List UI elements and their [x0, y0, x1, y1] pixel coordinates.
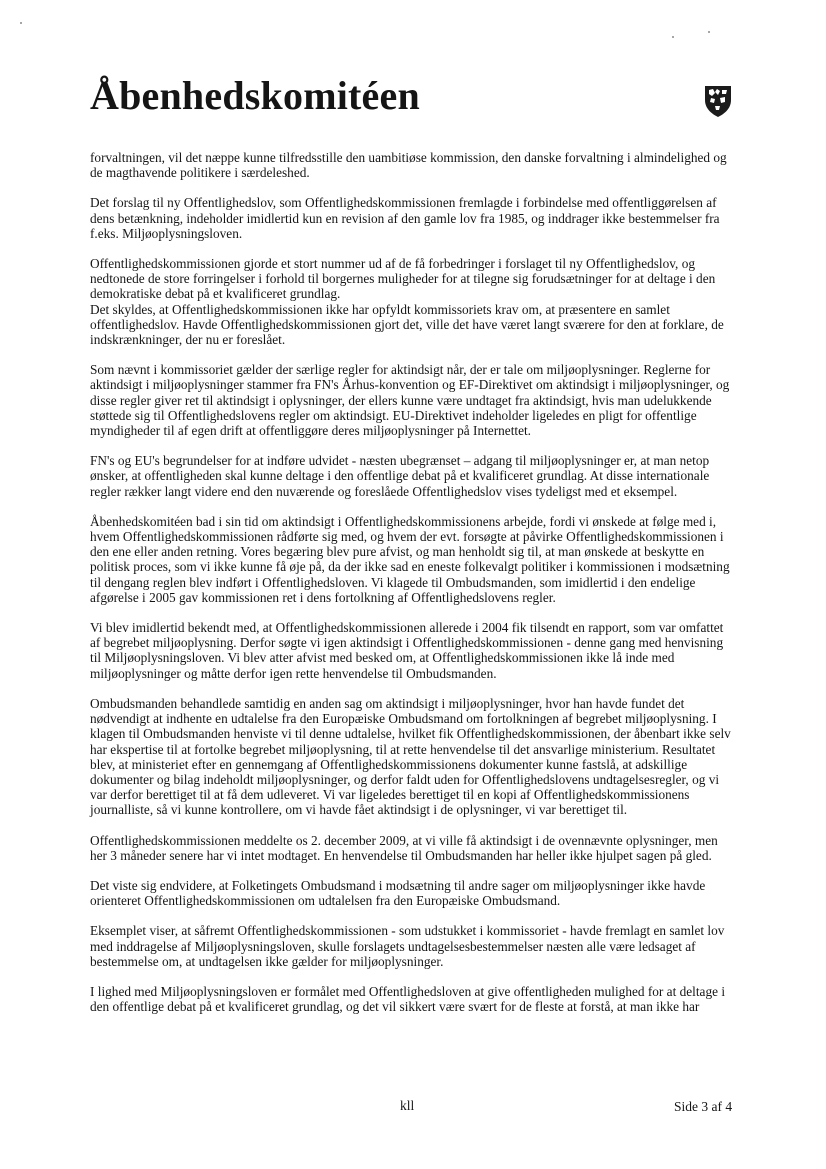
text-line: aktindsigt i miljøoplysninger stammer fra FN's Århus-konvention og EF-Direktivet om aktindsigt i miljøoplysninger, og	[90, 377, 730, 393]
text-line: nødvendigt at indhente en udtalelse fra den Europæiske Ombudsmand om fortolkningen af begrebet miljøoplysning. I	[90, 711, 717, 727]
document-body	[90, 150, 750, 1029]
text-line: indskrænkninger, der nu er foreslået.	[90, 332, 286, 348]
paragraph	[90, 256, 750, 347]
text-line: miljøoplysninger og måtte derfor igen rette henvendelse til Ombudsmanden.	[90, 665, 497, 681]
text-line: Offentlighedskommissionen meddelte os 2. december 2009, at vi ville få aktindsigt i de ovennævnte oplysninger, men	[90, 832, 718, 848]
paragraph	[90, 514, 750, 605]
text-line: med inddragelse af Miljøoplysningsloven, skulle forslagets undtagelsesbestemmelser næsten alle være ledsaget af	[90, 938, 696, 954]
page-title: Åbenhedskomitéen	[90, 73, 420, 118]
text-line: forvaltningen, vil det næppe kunne tilfredsstille den uambitiøse kommission, den danske forvaltning i almindelighed og	[90, 150, 727, 165]
text-line: politisk proces, som vi ikke kunne få øje på, da der ikke sad en eneste folkevalgt politiker i kommissionen i modsætning	[90, 559, 730, 575]
text-line: Det skyldes, at Offentlighedskommissionen ikke har opfyldt kommissoriets krav om, at præsentere en samlet	[90, 301, 670, 317]
text-line: Ombudsmanden behandlede samtidig en anden sag om aktindsigt i miljøoplysninger, hvor han havde fundet det	[90, 695, 685, 711]
text-line: Offentlighedskommissionen gjorde et stort nummer ud af de få forbedringer i forslaget til ny Offentlighedslov, og	[90, 256, 695, 272]
text-line: til Miljøoplysningsloven. Vi blev atter afvist med besked om, at Offentlighedskommissionen ikke lå inde med	[90, 650, 675, 666]
text-line: I lighed med Miljøoplysningsloven er formålet med Offentlighedsloven at give offentligheden mulighed for at deltage i	[90, 983, 726, 999]
text-line: hvem Offentlighedskommissionen rådførte sig med, og hvem der evt. forsøgte at påvirke Offentlighedskommissionen i	[90, 529, 724, 545]
text-line: af begrebet miljøoplysning. Derfor søgte vi igen aktindsigt i Offentlighedskommissionen - denne gang med henvisning	[90, 635, 724, 651]
text-line: regler rækker langt videre end den nuværende og foreslåede Offentlighedslov vises tydeligst med et eksempel.	[90, 483, 678, 499]
text-line: har ekspertise til at fortolke begrebet miljøoplysning, til at rette henvendelse til det ansvarlige ministerium. Resultatet	[90, 741, 716, 757]
text-line: journalliste, så vi kunne kontrollere, om vi havde fået aktindsigt i de oplysninger, vi var berettiget til.	[90, 802, 628, 818]
text-line: Det viste sig endvidere, at Folketingets Ombudsmand i modsætning til andre sager om miljøoplysninger ikke havde	[90, 877, 706, 893]
text-line: offentlighedslov. Havde Offentlighedskommissionen gjort det, ville det have været langt sværere for den at forklare, de	[90, 316, 724, 332]
paragraph	[90, 362, 750, 438]
paragraph	[90, 923, 750, 969]
text-line: Eksemplet viser, at såfremt Offentlighedskommissionen - som udstukket i kommissoriet - havde fremlagt en samlet lov	[90, 923, 725, 939]
text-line: disse regler giver ret til aktindsigt i oplysninger, der ellers kunne være undtaget fra aktindsigt, hvis man udelukkende	[90, 392, 712, 408]
text-line: til dengang reglen blev indført i Offentlighedsloven. Vi klagede til Ombudsmanden, som imidlertid i den endelige	[90, 574, 696, 590]
text-line: FN's og EU's begrundelser for at indføre udvidet - næsten ubegrænset – adgang til miljøoplysninger er, at man netop	[90, 453, 710, 469]
paragraph	[90, 878, 750, 908]
text-line: afgørelse i 2005 gav kommissionen ret i dens fortolkning af Offentlighedslovens regler.	[90, 589, 556, 605]
text-line: ønsker, at offentligheden skal kunne deltage i den offentlige debat på et kvalificeret grundlag. At disse internationale	[90, 468, 710, 484]
paragraph	[90, 833, 750, 863]
text-line: den ene eller anden retning. Vores begæring blev pure afvist, og man henholdt sig til, at man ønskede at beskytte en	[90, 544, 705, 560]
text-line: bestemmelse om, at undtagelsen ikke gælder for miljøoplysninger.	[90, 953, 444, 969]
paragraph	[90, 696, 750, 818]
heraldic-crest-icon	[703, 84, 733, 118]
scan-speck	[672, 36, 674, 38]
paragraph	[90, 984, 750, 1014]
text-line: Vi blev imidlertid bekendt med, at Offentlighedskommissionen allerede i 2004 fik tilsendt en rapport, som var omfattet	[90, 620, 724, 636]
text-line: støttede sig til Offentlighedslovens regler om aktindsigt. EU-Direktivet indeholder ligeledes en pligt for offentlige	[90, 407, 697, 423]
text-line: dokumenter og bilag indeholdt miljøoplysninger, og derfor faldt uden for Offentlighedslovens undtagelsesregler, og vi	[90, 771, 720, 787]
text-line: dens betænkning, indeholder imidlertid kun en revision af den gamle lov fra 1985, og inddrager ikke bestemmelser fra	[90, 210, 720, 226]
text-line: Som nævnt i kommissoriet gælder der særlige regler for aktindsigt når, der er tale om miljøoplysninger. Reglerne for	[90, 362, 711, 378]
text-line: demokratiske debat på et kvalificeret grundlag.	[90, 286, 341, 302]
paragraph	[90, 195, 750, 241]
page-number: Side 3 af 4	[674, 1099, 733, 1114]
paragraph	[90, 620, 750, 681]
paragraph	[90, 453, 750, 499]
scan-speck	[20, 22, 22, 24]
text-line: blev, at ministeriet efter en gennemgang af Offentlighedskommissionens dokumenter kunne fastslå, at adskillige	[90, 756, 688, 772]
text-line: orienteret Offentlighedskommissionen om udtalelsen fra den Europæiske Ombudsmand.	[90, 893, 561, 909]
text-line: de magthavende politikere i særdeleshed.	[90, 165, 310, 181]
text-line: Det forslag til ny Offentlighedslov, som Offentlighedskommissionen fremlagde i forbindelse med offentliggørelsen af	[90, 195, 717, 211]
text-line: f.eks. Miljøoplysningsloven.	[90, 225, 243, 241]
text-line: klagen til Ombudsmanden henviste vi til denne udtalelse, hvilket fik Offentlighedskommissionen, der åbenbart ikke selv	[90, 726, 731, 742]
footer-initials: kll	[400, 1098, 415, 1113]
paragraph	[90, 150, 750, 180]
text-line: her 3 måneder senere har vi intet modtaget. En henvendelse til Ombudsmanden har heller ikke hjulpet sagen på gled.	[90, 847, 712, 863]
scan-speck	[708, 31, 710, 33]
text-line: nedtonede de store forringelser i forhold til borgernes muligheder for at tilegne sig forudsætninger for at deltage i den	[90, 271, 716, 287]
text-line: var derfor berettiget til at få dem udleveret. Vi var ligeledes berettiget til en kopi af Offentlighedskommissionens	[90, 787, 690, 803]
text-line: Åbenhedskomitéen bad i sin tid om aktindsigt i Offentlighedskommissionens arbejde, fordi vi ønskede at følge med i,	[90, 513, 717, 529]
text-line: myndigheder til af egen drift at offentliggøre deres miljøoplysninger på Internettet.	[90, 423, 531, 439]
text-line: den offentlige debat på et kvalificeret grundlag, og det vil sikkert være svært for de fleste at forstå, at man ikke har	[90, 999, 700, 1015]
